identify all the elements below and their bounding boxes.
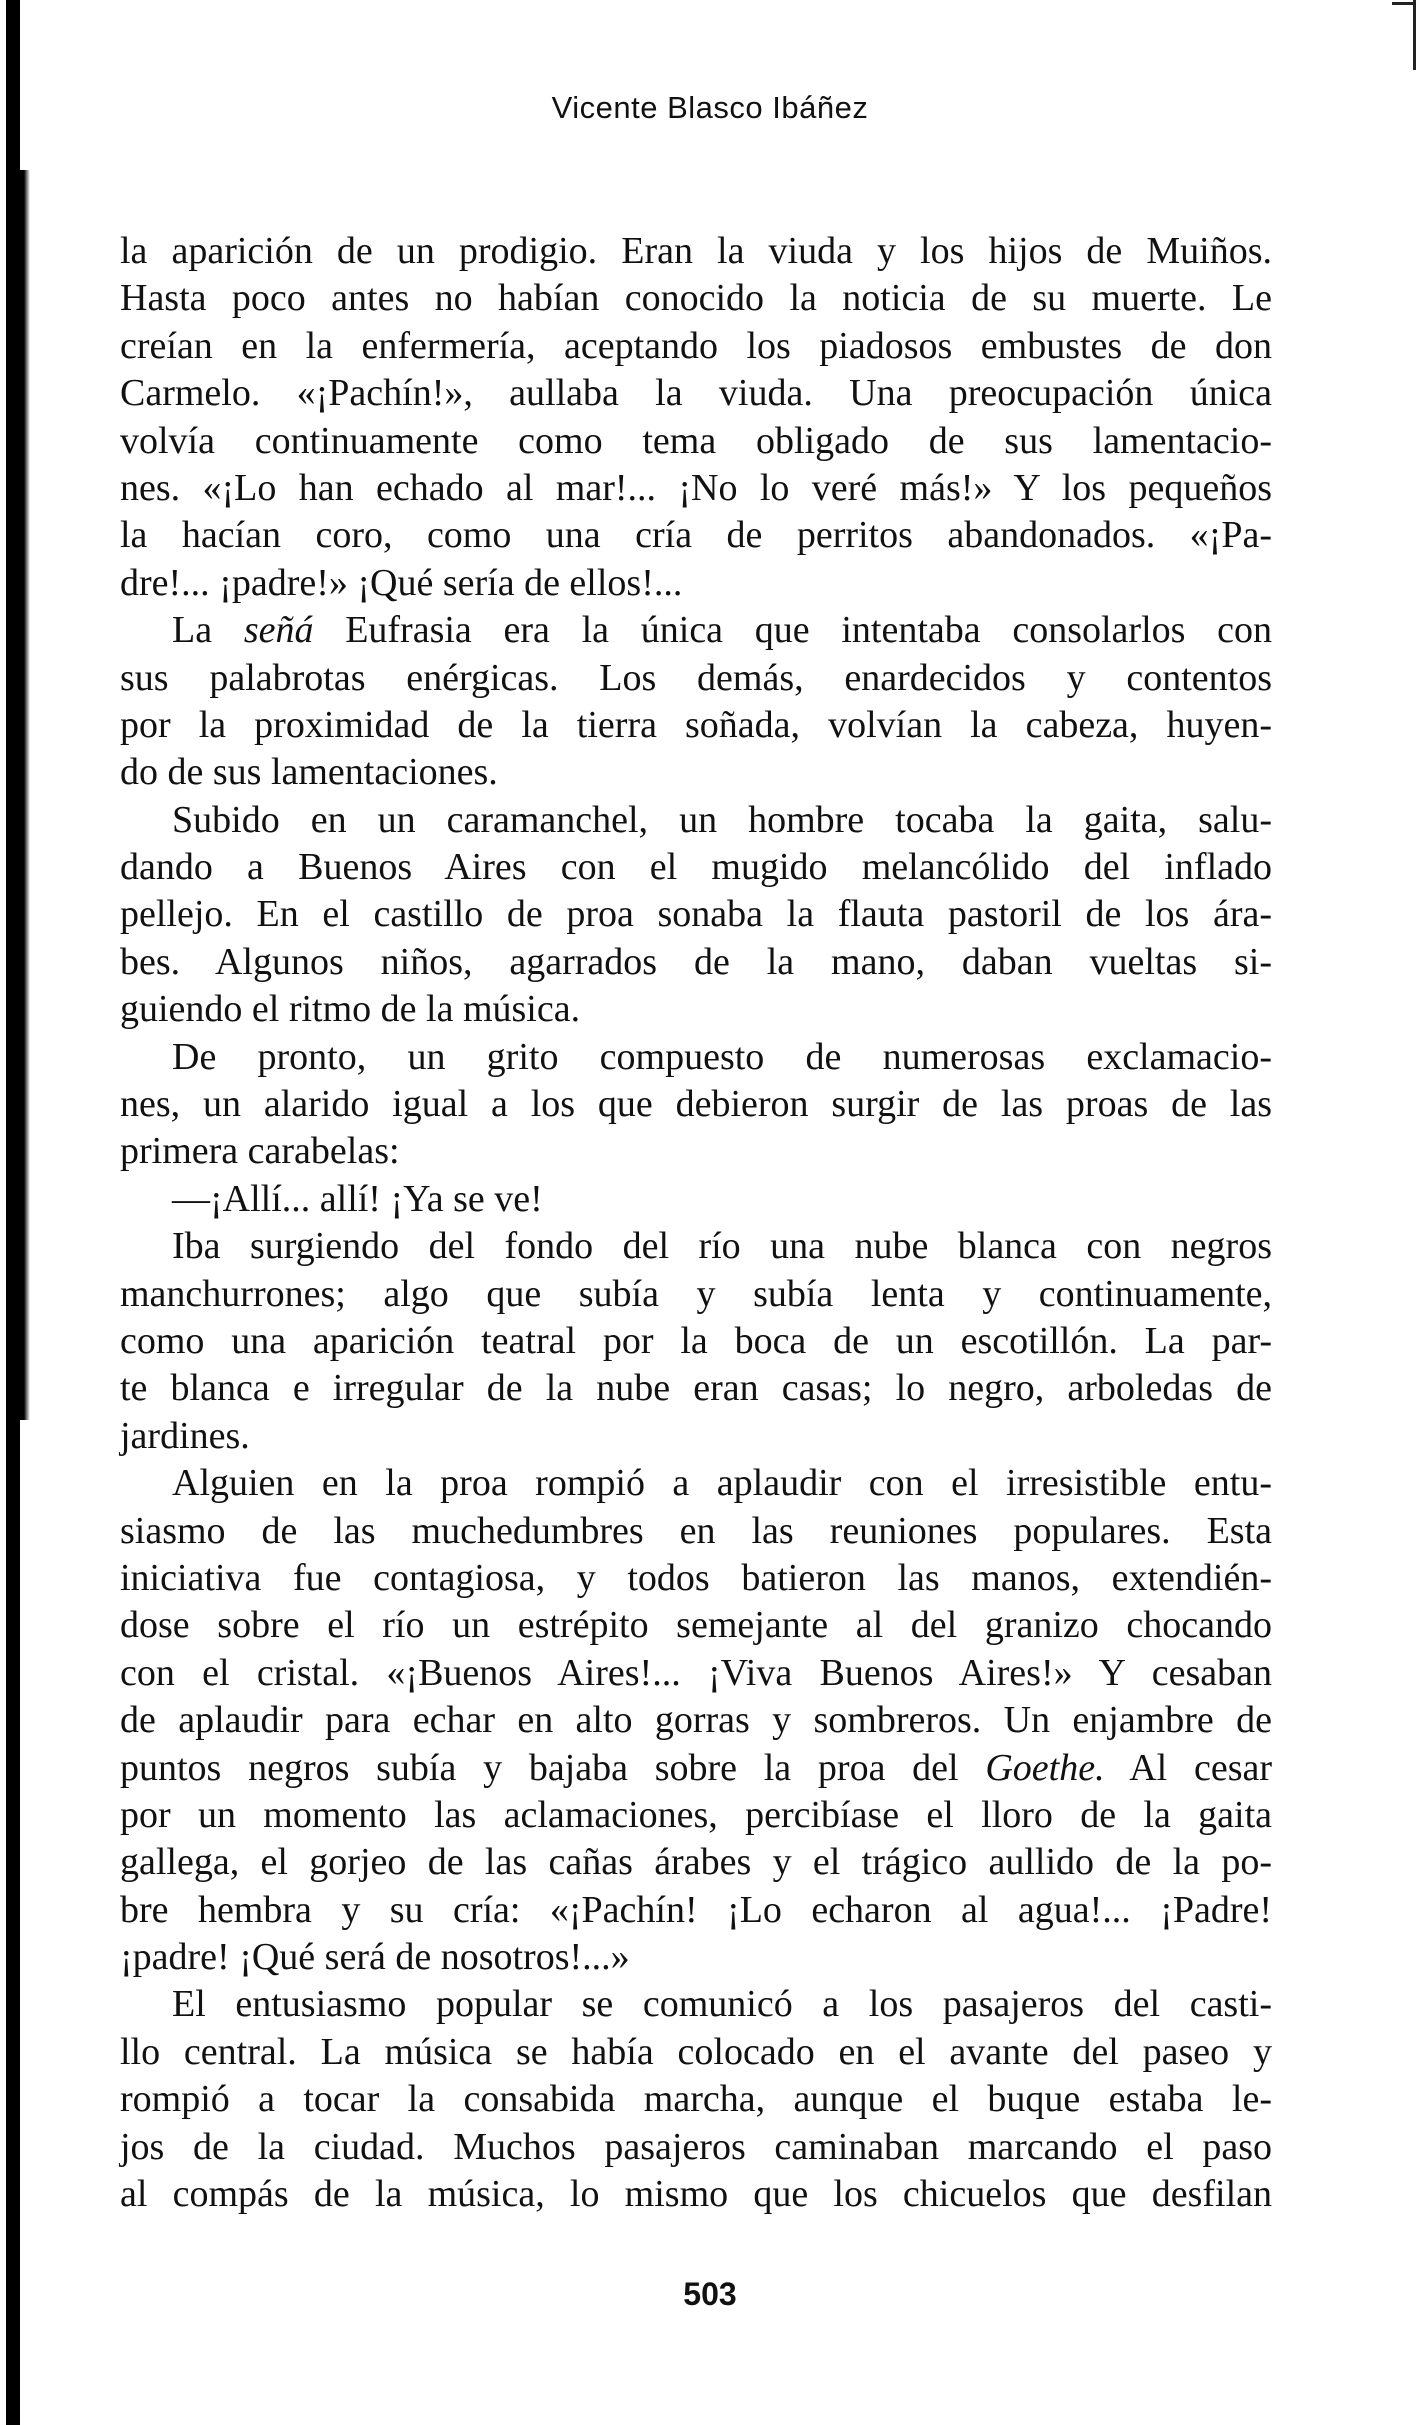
- text-segment: llo central. La música se había colocado en el avante del paseo y: [120, 2030, 1272, 2073]
- text-line: [120, 1602, 1272, 1649]
- text-line: [120, 1365, 1272, 1412]
- paragraph: [120, 1223, 1272, 1460]
- text-line: [120, 1318, 1272, 1365]
- text-line: [120, 323, 1272, 370]
- text-line: [120, 2076, 1272, 2123]
- page-number: 503: [683, 2276, 737, 2312]
- text-segment: Iba surgiendo del fondo del río una nube blanca con negros: [172, 1225, 1272, 1268]
- text-segment: por un momento las aclamaciones, percibíase el lloro de la gaita: [120, 1793, 1272, 1836]
- italic-text: Goethe.: [985, 1746, 1105, 1789]
- text-line: [120, 2171, 1272, 2218]
- text-line: [120, 891, 1272, 938]
- text-segment: ¡padre! ¡Qué será de nosotros!...»: [120, 1936, 630, 1979]
- text-segment: como una aparición teatral por la boca de un escotillón. La par-: [120, 1319, 1272, 1362]
- text-segment: rompió a tocar la consabida marcha, aunque el buque estaba le-: [120, 2078, 1272, 2121]
- text-segment: volvía continuamente como tema obligado de sus lamentacio-: [120, 419, 1272, 462]
- text-line: [120, 2029, 1272, 2076]
- text-segment: Hasta poco antes no habían conocido la noticia de su muerte. Le: [120, 277, 1272, 320]
- italic-text: señá: [243, 609, 314, 652]
- text-segment: pellejo. En el castillo de proa sonaba la flauta pastoril de los ára-: [120, 893, 1272, 936]
- text-line: [120, 1176, 1272, 1223]
- text-segment: De pronto, un grito compuesto de numerosas exclamacio-: [172, 1035, 1272, 1078]
- text-line: [120, 939, 1272, 986]
- paragraph: [120, 607, 1272, 797]
- text-segment: Alguien en la proa rompió a aplaudir con el irresistible entu-: [172, 1462, 1272, 1505]
- text-segment: gallega, el gorjeo de las cañas árabes y el trágico aullido de la po-: [120, 1841, 1272, 1884]
- text-segment: bes. Algunos niños, agarrados de la mano, daban vueltas si-: [120, 940, 1272, 983]
- text-line: [120, 1081, 1272, 1128]
- text-segment: Subido en un caramanchel, un hombre tocaba la gaita, salu-: [172, 798, 1272, 841]
- text-line: [120, 560, 1272, 607]
- page-corner-mark: [1392, 2, 1416, 5]
- text-line: [120, 1034, 1272, 1081]
- text-segment: la hacían coro, como una cría de perritos abandonados. «¡Pa-: [120, 514, 1272, 557]
- text-segment: Al cesar: [1104, 1746, 1272, 1789]
- text-segment: dando a Buenos Aires con el mugido melancólido del inflado: [120, 846, 1272, 889]
- text-line: [120, 797, 1272, 844]
- paragraph: [120, 228, 1272, 607]
- text-segment: El entusiasmo popular se comunicó a los pasajeros del casti-: [172, 1983, 1272, 2026]
- text-line: [120, 1839, 1272, 1886]
- text-line: [120, 1271, 1272, 1318]
- text-line: [120, 1981, 1272, 2028]
- text-segment: dose sobre el río un estrépito semejante al del granizo chocando: [120, 1604, 1272, 1647]
- text-line: [120, 1128, 1272, 1175]
- text-line: [120, 702, 1272, 749]
- text-line: [120, 844, 1272, 891]
- text-segment: nes. «¡Lo han echado al mar!... ¡No lo veré más!» Y los pequeños: [120, 466, 1272, 509]
- text-segment: jos de la ciudad. Muchos pasajeros caminaban marcando el paso: [120, 2125, 1272, 2168]
- text-segment: —¡Allí... allí! ¡Ya se ve!: [172, 1177, 543, 1220]
- page-edge-mark: [1413, 0, 1416, 70]
- running-header-author: Vicente Blasco Ibáñez: [551, 90, 869, 125]
- text-segment: jardines.: [120, 1414, 250, 1457]
- text-line: [120, 607, 1272, 654]
- paragraph: [120, 1981, 1272, 2218]
- text-line: [120, 655, 1272, 702]
- text-line: [120, 1460, 1272, 1507]
- text-segment: manchurrones; algo que subía y subía lenta y continuamente,: [120, 1272, 1272, 1315]
- text-segment: con el cristal. «¡Buenos Aires!... ¡Viva Buenos Aires!» Y cesaban: [120, 1651, 1272, 1694]
- text-line: [120, 1697, 1272, 1744]
- text-line: [120, 228, 1272, 275]
- text-segment: de aplaudir para echar en alto gorras y sombreros. Un enjambre de: [120, 1699, 1272, 1742]
- page-body-text: [120, 228, 1272, 2218]
- text-line: [120, 1508, 1272, 1555]
- text-segment: bre hembra y su cría: «¡Pachín! ¡Lo echaron al agua!... ¡Padre!: [120, 1888, 1272, 1931]
- text-line: [120, 418, 1272, 465]
- text-segment: te blanca e irregular de la nube eran casas; lo negro, arboledas de: [120, 1367, 1272, 1410]
- text-segment: creían en la enfermería, aceptando los piadosos embustes de don: [120, 324, 1272, 367]
- text-segment: primera carabelas:: [120, 1130, 400, 1173]
- text-segment: siasmo de las muchedumbres en las reuniones populares. Esta: [120, 1509, 1272, 1552]
- text-line: [120, 2124, 1272, 2171]
- text-segment: Eufrasia era la única que intentaba consolarlos con: [313, 609, 1273, 652]
- text-line: [120, 986, 1272, 1033]
- text-line: [120, 1650, 1272, 1697]
- text-line: [120, 1413, 1272, 1460]
- text-line: [120, 1792, 1272, 1839]
- paragraph: [120, 1460, 1272, 1981]
- text-line: [120, 749, 1272, 796]
- text-segment: por la proximidad de la tierra soñada, volvían la cabeza, huyen-: [120, 703, 1272, 746]
- text-line: [120, 370, 1272, 417]
- text-line: [120, 512, 1272, 559]
- text-segment: Carmelo. «¡Pachín!», aullaba la viuda. Una preocupación única: [120, 372, 1272, 415]
- text-segment: La: [172, 609, 244, 652]
- text-segment: sus palabrotas enérgicas. Los demás, enardecidos y contentos: [120, 656, 1272, 699]
- text-segment: la aparición de un prodigio. Eran la viuda y los hijos de Muiños.: [120, 230, 1272, 272]
- text-line: [120, 465, 1272, 512]
- text-segment: dre!... ¡padre!» ¡Qué sería de ellos!...: [120, 561, 683, 604]
- text-segment: guiendo el ritmo de la música.: [120, 988, 581, 1031]
- text-line: [120, 1555, 1272, 1602]
- text-line: [120, 1745, 1272, 1792]
- book-spine-shadow: [6, 0, 20, 2425]
- paragraph: [120, 797, 1272, 1034]
- text-segment: al compás de la música, lo mismo que los chicuelos que desfilan: [120, 2173, 1272, 2216]
- text-line: [120, 1223, 1272, 1270]
- paragraph: [120, 1034, 1272, 1176]
- book-spine-gradient: [20, 170, 30, 1420]
- paragraph: [120, 1176, 1272, 1223]
- text-line: [120, 1887, 1272, 1934]
- text-segment: iniciativa fue contagiosa, y todos batieron las manos, extendién-: [120, 1556, 1272, 1599]
- text-segment: do de sus lamentaciones.: [120, 751, 498, 794]
- text-segment: puntos negros subía y bajaba sobre la proa del: [120, 1746, 986, 1789]
- text-segment: nes, un alarido igual a los que debieron surgir de las proas de las: [120, 1083, 1272, 1126]
- text-line: [120, 275, 1272, 322]
- text-line: [120, 1934, 1272, 1981]
